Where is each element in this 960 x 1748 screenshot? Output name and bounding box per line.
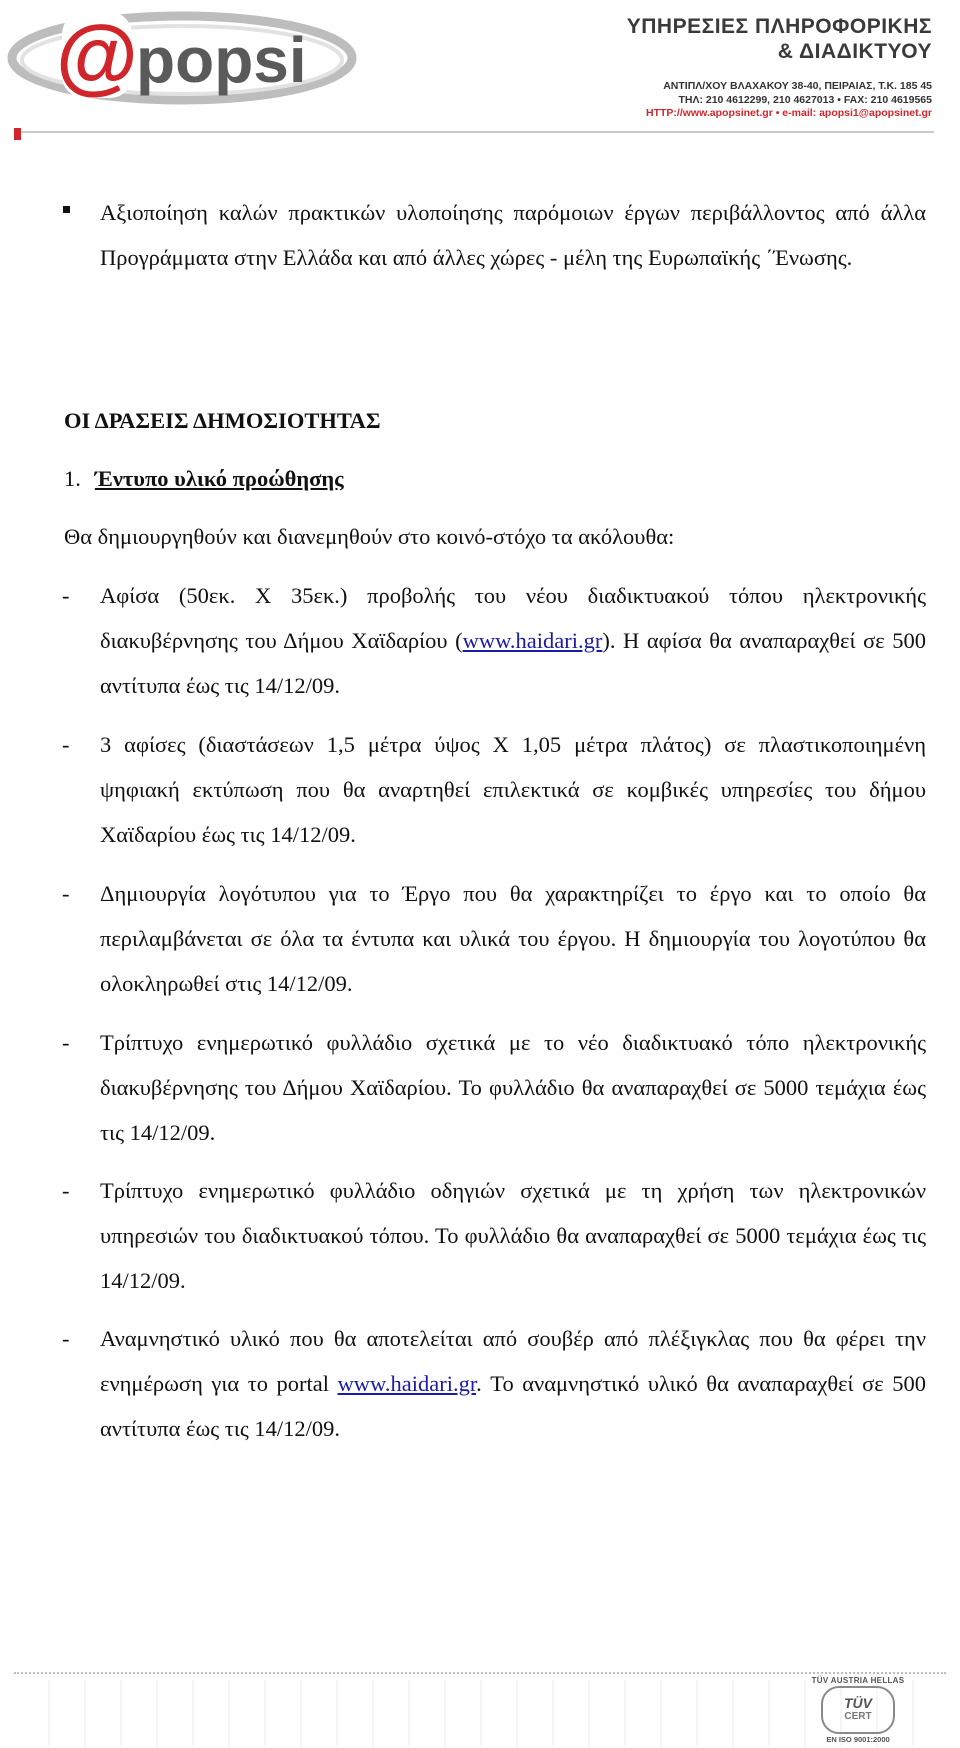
list-item-text: ). Η αφίσα θα αναπαραχθεί σε 500 αντίτυπα έως τις 14/12/09.	[100, 628, 926, 698]
company-address: ΑΝΤΙΠΛ/ΧΟΥ ΒΛΑΧΑΚΟΥ 38-40, ΠΕΙΡΑΙΑΣ, Τ.Κ. 185 45	[663, 80, 932, 92]
list-item-marker: -	[62, 881, 70, 906]
haidari-link[interactable]: www.haidari.gr	[462, 628, 603, 653]
numbered-heading	[64, 456, 344, 501]
list-item: Τρίπτυχο ενημερωτικό φυλλάδιο σχετικά με το νέο διαδικτυακό τόπο ηλεκτρονικής διακυβέρνησης του Δήμου Χαϊδαρίου. Το φυλλάδιο θα αναπαραχθεί σε 5000 τεμάχια έως τις 14/12/09.	[100, 1030, 926, 1145]
tuv-cert-badge	[808, 1676, 908, 1746]
list-item-marker: -	[62, 1326, 70, 1351]
section-heading: ΟΙ ΔΡΑΣΕΙΣ ΔΗΜΟΣΙΟΤΗΤΑΣ	[64, 408, 381, 433]
company-name-line1: ΥΠΗΡΕΣΙΕΣ ΠΛΗΡΟΦΟΡΙΚΗΣ	[626, 15, 932, 38]
company-web-email: HTTP://www.apopsinet.gr • e-mail: apopsi1@apopsinet.gr	[646, 107, 932, 119]
header-divider-mark	[14, 128, 21, 140]
svg-text:@: @	[56, 8, 138, 102]
header-divider	[14, 131, 934, 133]
list-item	[100, 573, 926, 708]
cert-issuer: TÜV AUSTRIA HELLAS	[811, 1676, 905, 1685]
list-item-marker: -	[62, 1178, 70, 1203]
intro-sentence: Θα δημιουργηθούν και διανεμηθούν στο κοινό-στόχο τα ακόλουθα:	[64, 524, 675, 549]
list-item-text: Αφίσα (50εκ. Χ 35εκ.) προβολής του νέου διαδικτυακού τόπου ηλεκτρονικής διακυβέρνησης του Δήμου Χαϊδαρίου (	[100, 583, 926, 653]
cert-standard: EN ISO 9001:2000	[826, 1735, 890, 1744]
list-item-text: . Το αναμνηστικό υλικό θα αναπαραχθεί σε 500 αντίτυπα έως τις 14/12/09.	[100, 1371, 927, 1441]
footer-band	[14, 1680, 946, 1746]
list-item	[100, 1316, 926, 1451]
letterhead	[0, 0, 960, 150]
square-bullet-icon	[63, 206, 70, 213]
company-name-line2: & ΔΙΑΔΙΚΤΥΟΥ	[777, 40, 932, 63]
list-item: 3 αφίσες (διαστάσεων 1,5 μέτρα ύψος Χ 1,05 μέτρα πλάτος) σε πλαστικοποιημένη ψηφιακή εκτύπωση που θα αναρτηθεί επιλεκτικά σε κομβικές υπηρεσίες του δήμου Χαϊδαρίου έως τις 14/12/09.	[100, 732, 926, 847]
list-item-text: Αναμνηστικό υλικό που θα αποτελείται από σουβέρ από πλέξιγκλας που θα φέρει την ενημέρωση για το portal	[100, 1326, 926, 1396]
cert-sub: CERT	[844, 1711, 872, 1722]
cert-seal-icon	[821, 1686, 895, 1734]
numbered-heading-title: Έντυπο υλικό προώθησης	[94, 466, 344, 491]
list-item: Δημιουργία λογότυπου για το Έργο που θα χαρακτηρίζει το έργο και το οποίο θα περιλαμβάνεται σε όλα τα έντυπα και υλικά του έργου. Η δημιουργία του λογοτύπου θα ολοκληρωθεί στις 14/12/09.	[100, 881, 926, 996]
list-item-marker: -	[62, 1030, 70, 1055]
footer-divider	[14, 1672, 946, 1674]
cert-mark: TÜV	[844, 1695, 872, 1711]
apopsi-logo-graphic	[6, 8, 358, 106]
list-item: Τρίπτυχο ενημερωτικό φυλλάδιο οδηγιών σχετικά με τη χρήση των ηλεκτρονικών υπηρεσιών του διαδικτυακού τόπου. Το φυλλάδιο θα αναπαραχθεί σε 5000 τεμάχια έως τις 14/12/09.	[100, 1178, 926, 1293]
apopsi-logo	[6, 8, 358, 106]
svg-text:popsi: popsi	[136, 24, 307, 96]
haidari-portal-link[interactable]: www.haidari.gr	[337, 1371, 477, 1396]
company-phone-fax: ΤΗΛ: 210 4612299, 210 4627013 • FAX: 210 4619565	[678, 93, 932, 106]
list-item-marker: -	[62, 583, 70, 608]
bullet-paragraph: Αξιοποίηση καλών πρακτικών υλοποίησης παρόμοιων έργων περιβάλλοντος από άλλα Προγράμματα στην Ελλάδα και από άλλες χώρες - μέλη της Ευρωπαϊκής ΄Ένωσης.	[100, 200, 926, 270]
list-item-marker: -	[62, 732, 70, 757]
numbered-heading-number: 1.	[64, 466, 81, 491]
company-info	[627, 14, 932, 121]
